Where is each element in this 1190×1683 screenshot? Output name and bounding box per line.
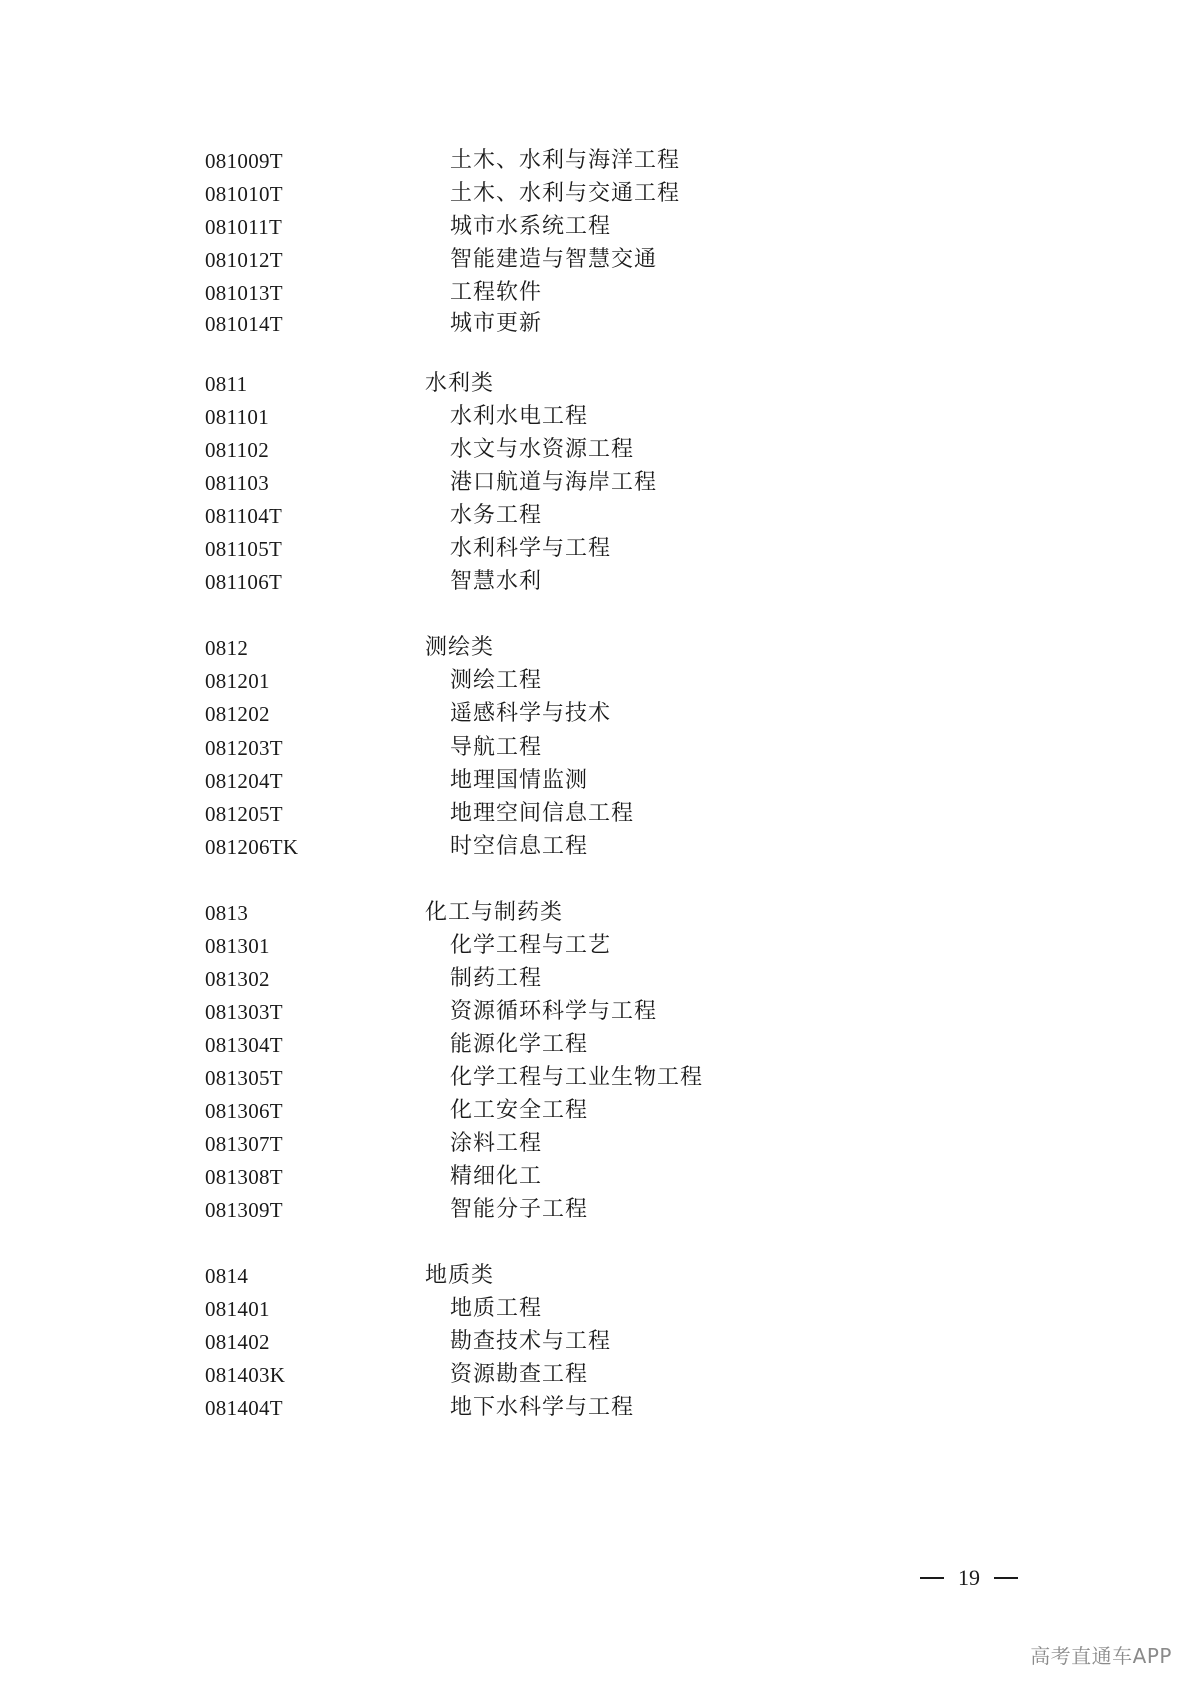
entry-code: 081102 xyxy=(205,438,270,462)
entry-code: 081403K xyxy=(205,1363,286,1387)
major-name: 土木、水利与交通工程 xyxy=(450,181,681,206)
major-name: 智能分子工程 xyxy=(450,1197,589,1222)
major-name: 地理空间信息工程 xyxy=(450,801,635,826)
major-name: 遥感科学与技术 xyxy=(450,701,612,726)
major-row xyxy=(0,465,1190,501)
page-number-dash-left xyxy=(920,1577,944,1579)
entry-code: 081009T xyxy=(205,149,283,173)
major-row xyxy=(0,994,1190,1030)
major-row xyxy=(0,1093,1190,1129)
entry-code: 081106T xyxy=(205,570,283,594)
entry-code: 081013T xyxy=(205,281,283,305)
major-name: 化学工程与工艺 xyxy=(450,933,612,958)
major-name: 智能建造与智慧交通 xyxy=(450,247,658,272)
entry-code: 081103 xyxy=(205,471,270,495)
major-name: 地质工程 xyxy=(450,1296,543,1321)
major-name: 化工安全工程 xyxy=(450,1098,589,1123)
entry-code: 0814 xyxy=(205,1264,249,1288)
major-name: 港口航道与海岸工程 xyxy=(450,470,658,495)
major-name: 制药工程 xyxy=(450,966,543,991)
major-name: 精细化工 xyxy=(450,1164,543,1189)
major-name: 资源循环科学与工程 xyxy=(450,999,658,1024)
major-name: 时空信息工程 xyxy=(450,834,589,859)
entry-code: 081301 xyxy=(205,934,270,958)
major-row xyxy=(0,1291,1190,1327)
major-row xyxy=(0,1324,1190,1360)
major-row xyxy=(0,796,1190,832)
major-row xyxy=(0,1357,1190,1393)
category-name: 化工与制药类 xyxy=(425,900,564,925)
major-row xyxy=(0,696,1190,732)
major-name: 涂料工程 xyxy=(450,1131,543,1156)
major-row xyxy=(0,306,1190,342)
major-row xyxy=(0,531,1190,567)
category-row xyxy=(0,1258,1190,1294)
major-name: 城市水系统工程 xyxy=(450,214,612,239)
page-number-text: 19 xyxy=(958,1565,980,1590)
entry-code: 081012T xyxy=(205,248,283,272)
entry-code: 081305T xyxy=(205,1066,283,1090)
major-row xyxy=(0,564,1190,600)
major-name: 水利水电工程 xyxy=(450,404,589,429)
major-row xyxy=(0,242,1190,278)
watermark: 高考直通车APP xyxy=(1030,1644,1172,1668)
entry-code: 081308T xyxy=(205,1165,283,1189)
major-row xyxy=(0,1060,1190,1096)
entry-code: 081204T xyxy=(205,769,283,793)
major-row xyxy=(0,928,1190,964)
major-name: 水务工程 xyxy=(450,503,543,528)
major-row xyxy=(0,1159,1190,1195)
entry-code: 081201 xyxy=(205,669,270,693)
major-name: 能源化学工程 xyxy=(450,1032,589,1057)
major-name: 导航工程 xyxy=(450,735,543,760)
entry-code: 081011T xyxy=(205,215,283,239)
major-row xyxy=(0,1027,1190,1063)
entry-code: 081303T xyxy=(205,1000,283,1024)
entry-code: 081206TK xyxy=(205,835,299,859)
category-row xyxy=(0,630,1190,666)
entry-code: 081101 xyxy=(205,405,270,429)
major-row xyxy=(0,399,1190,435)
page-number-dash-right xyxy=(994,1577,1018,1579)
major-name: 勘查技术与工程 xyxy=(450,1329,612,1354)
category-name: 地质类 xyxy=(425,1263,495,1288)
major-name: 化学工程与工业生物工程 xyxy=(450,1065,704,1090)
entry-code: 0813 xyxy=(205,901,249,925)
major-row xyxy=(0,730,1190,766)
entry-code: 0812 xyxy=(205,636,249,660)
major-row xyxy=(0,143,1190,179)
major-name: 资源勘查工程 xyxy=(450,1362,589,1387)
major-row xyxy=(0,1390,1190,1426)
category-row xyxy=(0,366,1190,402)
entry-code: 081104T xyxy=(205,504,283,528)
page-number xyxy=(920,1560,1018,1596)
major-name: 水利科学与工程 xyxy=(450,536,612,561)
major-name: 工程软件 xyxy=(450,280,543,305)
entry-code: 0811 xyxy=(205,372,248,396)
category-name: 测绘类 xyxy=(425,635,495,660)
major-name: 土木、水利与海洋工程 xyxy=(450,148,681,173)
major-row xyxy=(0,209,1190,245)
entry-code: 081302 xyxy=(205,967,270,991)
entry-code: 081014T xyxy=(205,312,283,336)
entry-code: 081309T xyxy=(205,1198,283,1222)
entry-code: 081307T xyxy=(205,1132,283,1156)
entry-code: 081402 xyxy=(205,1330,270,1354)
entry-code: 081304T xyxy=(205,1033,283,1057)
major-name: 地理国情监测 xyxy=(450,768,589,793)
category-name: 水利类 xyxy=(425,371,495,396)
major-row xyxy=(0,432,1190,468)
major-row xyxy=(0,1126,1190,1162)
major-row xyxy=(0,663,1190,699)
major-name: 测绘工程 xyxy=(450,668,543,693)
entry-code: 081105T xyxy=(205,537,283,561)
major-row xyxy=(0,498,1190,534)
major-row xyxy=(0,829,1190,865)
entry-code: 081306T xyxy=(205,1099,283,1123)
entry-code: 081401 xyxy=(205,1297,270,1321)
category-row xyxy=(0,895,1190,931)
entry-code: 081202 xyxy=(205,702,270,726)
major-row xyxy=(0,1192,1190,1228)
entry-code: 081010T xyxy=(205,182,283,206)
major-row xyxy=(0,961,1190,997)
entry-code: 081205T xyxy=(205,802,283,826)
major-row xyxy=(0,763,1190,799)
major-name: 地下水科学与工程 xyxy=(450,1395,635,1420)
entry-code: 081203T xyxy=(205,736,283,760)
major-name: 城市更新 xyxy=(450,311,543,336)
major-row xyxy=(0,176,1190,212)
major-name: 水文与水资源工程 xyxy=(450,437,635,462)
major-name: 智慧水利 xyxy=(450,569,543,594)
entry-code: 081404T xyxy=(205,1396,283,1420)
